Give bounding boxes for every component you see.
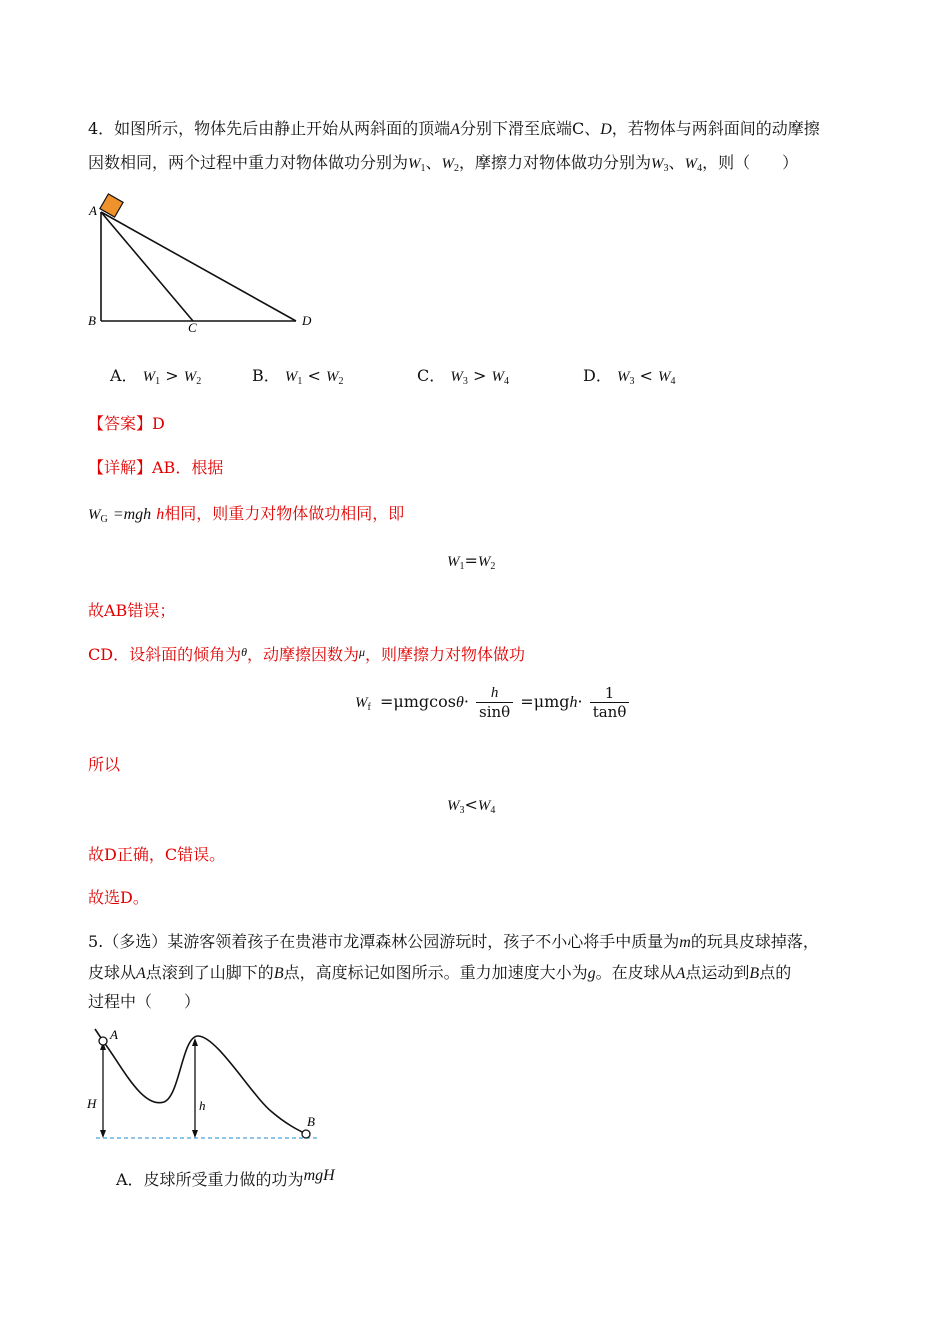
q4-stem-line1: 4．如图所示，物体先后由静止开始从两斜面的顶端A分别下滑至底端C、D，若物体与两斜面间的动摩擦 (88, 119, 820, 138)
q5-option-a[interactable]: A．皮球所受重力做的功为mgH (116, 1167, 335, 1189)
option-b[interactable]: B． $W_1 < W_2$ (252, 366, 344, 387)
arrow-H-bottom (100, 1130, 106, 1138)
d-correct: 故D正确，C错误。 (88, 845, 226, 864)
ball-a (99, 1037, 107, 1045)
ball-b (302, 1130, 310, 1138)
equation-w1-w2: $W_1=W_2$ (447, 551, 496, 572)
answer-line: 【答案】D (88, 414, 165, 433)
choose-d: 故选D。 (88, 888, 149, 907)
friction-work-equation: $W_f =\mu mgcos\theta\cdot$ $\frac{h}{\sin\theta}$ =μmgh· $\frac{1}{\tan\theta}$ (355, 684, 631, 721)
incline-ad (101, 212, 296, 321)
label-d: D (302, 313, 312, 328)
ab-wrong: 故AB错误； (88, 601, 176, 620)
fraction-1-tan: $\frac{1}{\tan\theta}$ (590, 684, 630, 721)
label-H: H (87, 1096, 97, 1111)
label-a: A (110, 1027, 118, 1042)
incline-ac (101, 212, 193, 321)
option-a[interactable]: A． $W_1 > W_2$ (110, 366, 202, 387)
q5-stem-line2: 皮球从A点滚到了山脚下的B点，高度标记如图所示。重力加速度大小为g。在皮球从A点运动到B点的 (88, 963, 792, 982)
label-a: A (89, 203, 97, 218)
equation-w3-w4: $W_3<W_4$ (447, 795, 496, 816)
q4-stem-line2: 因数相同，两个过程中重力对物体做功分别为$W_1$、$W_2$，摩擦力对物体做功分别为$W_3$、$W_4$，则（ ） (88, 153, 799, 174)
incline-figure (82, 192, 322, 340)
q5-stem-line3: 过程中（ ） (88, 992, 201, 1011)
hill-curve (95, 1029, 306, 1134)
suoyi: 所以 (88, 755, 121, 774)
label-c: C (188, 320, 197, 335)
fraction-h-sin: $\frac{h}{\sin\theta}$ (476, 685, 513, 721)
arrow-h-bottom (192, 1130, 198, 1138)
detail-label: 【详解】AB．根据 (88, 458, 224, 477)
option-d[interactable]: D． $W_3 < W_4$ (583, 366, 676, 387)
cd-line: CD．设斜面的倾角为$^\theta$，动摩擦因数为$^\mu$，则摩擦力对物体做功 (88, 645, 526, 664)
hill-figure (82, 1024, 322, 1146)
gravity-work-line: $W_G =mgh$ h相同，则重力对物体做功相同，即 (88, 504, 405, 525)
q5-stem-line1: 5.（多选）某游客领着孩子在贵港市龙潭森林公园游玩时，孩子不小心将手中质量为m的玩具皮球掉落， (88, 932, 819, 951)
label-b: B (88, 313, 96, 328)
label-h: h (199, 1098, 206, 1113)
label-b: B (307, 1114, 315, 1129)
option-c[interactable]: C． $W_3 > W_4$ (417, 366, 509, 387)
